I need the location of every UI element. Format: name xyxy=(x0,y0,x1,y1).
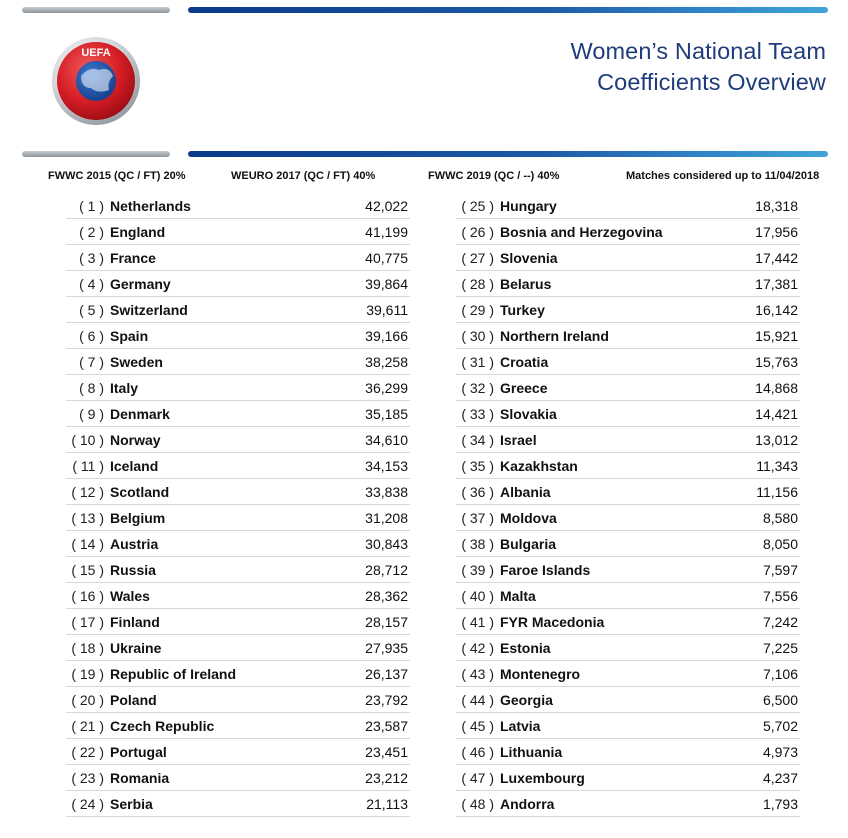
country-name: Ukraine xyxy=(110,640,162,656)
col-header-fwwc2019: FWWC 2019 (QC / --) 40% xyxy=(428,170,560,182)
rank: ( 37 ) xyxy=(461,510,494,526)
table-row xyxy=(456,739,800,765)
table-row xyxy=(456,427,800,453)
rank: ( 8 ) xyxy=(79,380,104,396)
table-row xyxy=(456,271,800,297)
coefficient-value: 33,838 xyxy=(365,484,408,500)
table-row xyxy=(456,791,800,817)
coefficient-value: 8,580 xyxy=(762,510,798,526)
table-row xyxy=(66,713,410,739)
rank: ( 38 ) xyxy=(461,536,494,552)
table-row xyxy=(66,219,410,245)
coefficient-value: 7,597 xyxy=(762,562,798,578)
table-row xyxy=(456,765,800,791)
coefficient-value: 4,237 xyxy=(762,770,798,786)
rank: ( 48 ) xyxy=(461,796,494,812)
uefa-logo xyxy=(51,36,141,126)
coefficient-value: 15,921 xyxy=(755,328,798,344)
rank: ( 17 ) xyxy=(71,614,104,630)
mid-bar-grey xyxy=(22,151,170,157)
coefficient-value: 39,166 xyxy=(365,328,408,344)
table-row xyxy=(66,609,410,635)
table-row xyxy=(456,245,800,271)
coefficient-value: 28,712 xyxy=(365,562,408,578)
table-row xyxy=(456,635,800,661)
table-row xyxy=(456,583,800,609)
table-row xyxy=(456,323,800,349)
coefficient-value: 4,973 xyxy=(762,744,798,760)
table-row xyxy=(66,297,410,323)
country-name: Switzerland xyxy=(110,302,188,318)
country-name: Slovenia xyxy=(500,250,558,266)
country-name: Germany xyxy=(110,276,171,292)
table-row xyxy=(66,661,410,687)
coefficient-value: 31,208 xyxy=(365,510,408,526)
table-row xyxy=(456,453,800,479)
country-name: Latvia xyxy=(500,718,541,734)
rank: ( 16 ) xyxy=(71,588,104,604)
country-name: France xyxy=(110,250,156,266)
top-bar-grey xyxy=(22,7,170,13)
country-name: Croatia xyxy=(500,354,549,370)
coefficient-value: 17,956 xyxy=(755,224,798,240)
rank: ( 11 ) xyxy=(72,458,104,474)
rank: ( 34 ) xyxy=(461,432,494,448)
country-name: England xyxy=(110,224,166,240)
matches-note: Matches considered up to 11/04/2018 xyxy=(626,170,820,182)
logo-text: UEFA xyxy=(81,47,111,59)
country-name: Bosnia and Herzegovina xyxy=(500,224,663,240)
country-name: Czech Republic xyxy=(110,718,215,734)
coefficient-value: 18,318 xyxy=(755,198,798,214)
rank: ( 4 ) xyxy=(79,276,104,292)
table-row xyxy=(66,401,410,427)
mid-bar-blue xyxy=(188,151,828,157)
coefficient-value: 7,242 xyxy=(762,614,798,630)
ranking-column-right xyxy=(456,193,800,817)
table-row xyxy=(456,297,800,323)
country-name: Italy xyxy=(110,380,139,396)
country-name: Norway xyxy=(110,432,161,448)
country-name: Albania xyxy=(500,484,551,500)
table-row xyxy=(456,505,800,531)
rank: ( 27 ) xyxy=(461,250,494,266)
col-header-weuro2017: WEURO 2017 (QC / FT) 40% xyxy=(231,170,376,182)
table-row xyxy=(66,479,410,505)
table-row xyxy=(66,557,410,583)
table-row xyxy=(66,635,410,661)
coefficient-value: 23,587 xyxy=(365,718,408,734)
rank: ( 30 ) xyxy=(461,328,494,344)
table-row xyxy=(66,687,410,713)
table-row xyxy=(66,245,410,271)
table-row xyxy=(66,375,410,401)
coefficient-value: 30,843 xyxy=(365,536,408,552)
rank: ( 19 ) xyxy=(71,666,104,682)
rank: ( 33 ) xyxy=(461,406,494,422)
country-name: Wales xyxy=(110,588,150,604)
rank: ( 18 ) xyxy=(71,640,104,656)
coefficient-value: 34,610 xyxy=(365,432,408,448)
col-header-fwwc2015: FWWC 2015 (QC / FT) 20% xyxy=(48,170,186,182)
country-name: Republic of Ireland xyxy=(110,666,237,682)
country-name: Kazakhstan xyxy=(500,458,578,474)
table-row xyxy=(456,557,800,583)
country-name: FYR Macedonia xyxy=(500,614,605,630)
country-name: Andorra xyxy=(500,796,555,812)
title-line-1: Women’s National Team xyxy=(570,38,826,64)
country-name: Sweden xyxy=(110,354,163,370)
country-name: Faroe Islands xyxy=(500,562,591,578)
country-name: Belgium xyxy=(110,510,166,526)
coefficient-value: 16,142 xyxy=(755,302,798,318)
rank: ( 2 ) xyxy=(79,224,104,240)
rank: ( 10 ) xyxy=(71,432,104,448)
coefficient-value: 39,611 xyxy=(366,302,408,318)
coefficient-value: 40,775 xyxy=(365,250,408,266)
coefficient-value: 36,299 xyxy=(365,380,408,396)
table-row xyxy=(456,193,800,219)
country-name: Denmark xyxy=(110,406,170,422)
rank: ( 39 ) xyxy=(461,562,494,578)
table-row xyxy=(66,271,410,297)
rank: ( 3 ) xyxy=(79,250,104,266)
country-name: Portugal xyxy=(110,744,167,760)
coefficient-value: 21,113 xyxy=(366,796,408,812)
table-row xyxy=(66,193,410,219)
coefficient-value: 28,362 xyxy=(365,588,408,604)
coefficient-value: 23,212 xyxy=(365,770,408,786)
rank: ( 23 ) xyxy=(71,770,104,786)
page-title xyxy=(570,36,826,98)
country-name: Spain xyxy=(110,328,149,344)
coefficient-value: 23,451 xyxy=(365,744,408,760)
coefficient-value: 28,157 xyxy=(365,614,408,630)
rank: ( 6 ) xyxy=(79,328,104,344)
table-row xyxy=(456,609,800,635)
coefficient-value: 13,012 xyxy=(755,432,798,448)
country-name: Serbia xyxy=(110,796,153,812)
rank: ( 36 ) xyxy=(461,484,494,500)
country-name: Greece xyxy=(500,380,548,396)
coefficient-value: 11,343 xyxy=(756,458,798,474)
coefficient-value: 8,050 xyxy=(762,536,798,552)
table-row xyxy=(456,531,800,557)
coefficient-value: 17,442 xyxy=(755,250,798,266)
rank: ( 35 ) xyxy=(461,458,494,474)
rank: ( 46 ) xyxy=(461,744,494,760)
table-row xyxy=(66,453,410,479)
table-row xyxy=(66,427,410,453)
rank: ( 41 ) xyxy=(461,614,494,630)
coefficient-value: 17,381 xyxy=(755,276,798,292)
rank: ( 44 ) xyxy=(461,692,494,708)
rank: ( 31 ) xyxy=(461,354,494,370)
coefficient-value: 6,500 xyxy=(762,692,798,708)
rank: ( 21 ) xyxy=(71,718,104,734)
rank: ( 22 ) xyxy=(71,744,104,760)
coefficient-value: 14,868 xyxy=(755,380,798,396)
country-name: Scotland xyxy=(110,484,170,500)
rank: ( 29 ) xyxy=(461,302,494,318)
country-name: Moldova xyxy=(500,510,557,526)
coefficient-value: 7,556 xyxy=(762,588,798,604)
rank: ( 20 ) xyxy=(71,692,104,708)
country-name: Belarus xyxy=(500,276,552,292)
rank: ( 47 ) xyxy=(461,770,494,786)
country-name: Iceland xyxy=(110,458,159,474)
coefficient-value: 39,864 xyxy=(365,276,408,292)
country-name: Estonia xyxy=(500,640,551,656)
table-row xyxy=(456,479,800,505)
coefficient-value: 1,793 xyxy=(762,796,798,812)
table-row xyxy=(66,739,410,765)
title-line-2: Coefficients Overview xyxy=(597,69,826,95)
ranking-column-left xyxy=(66,193,410,817)
rank: ( 28 ) xyxy=(461,276,494,292)
table-row xyxy=(456,687,800,713)
rank: ( 26 ) xyxy=(461,224,494,240)
country-name: Luxembourg xyxy=(500,770,585,786)
table-row xyxy=(456,661,800,687)
coefficient-value: 26,137 xyxy=(365,666,408,682)
rank: ( 45 ) xyxy=(461,718,494,734)
table-row xyxy=(66,531,410,557)
rank: ( 40 ) xyxy=(461,588,494,604)
table-row xyxy=(66,349,410,375)
rank: ( 15 ) xyxy=(71,562,104,578)
rank: ( 32 ) xyxy=(461,380,494,396)
table-row xyxy=(66,583,410,609)
coefficient-value: 34,153 xyxy=(365,458,408,474)
rank: ( 14 ) xyxy=(71,536,104,552)
country-name: Israel xyxy=(500,432,537,448)
coefficient-value: 23,792 xyxy=(365,692,408,708)
rank: ( 5 ) xyxy=(79,302,104,318)
country-name: Malta xyxy=(500,588,536,604)
table-row xyxy=(456,713,800,739)
rank: ( 7 ) xyxy=(79,354,104,370)
coefficient-value: 15,763 xyxy=(755,354,798,370)
coefficient-value: 14,421 xyxy=(755,406,798,422)
coefficient-value: 41,199 xyxy=(365,224,408,240)
country-name: Russia xyxy=(110,562,156,578)
rank: ( 42 ) xyxy=(461,640,494,656)
table-row xyxy=(66,791,410,817)
rank: ( 1 ) xyxy=(79,198,104,214)
country-name: Romania xyxy=(110,770,170,786)
coefficient-value: 7,106 xyxy=(762,666,798,682)
country-name: Georgia xyxy=(500,692,553,708)
country-name: Netherlands xyxy=(110,198,191,214)
table-row xyxy=(456,401,800,427)
country-name: Bulgaria xyxy=(500,536,557,552)
rank: ( 12 ) xyxy=(71,484,104,500)
rank: ( 43 ) xyxy=(461,666,494,682)
country-name: Finland xyxy=(110,614,160,630)
coefficient-value: 42,022 xyxy=(365,198,408,214)
table-row xyxy=(456,375,800,401)
table-row xyxy=(66,505,410,531)
coefficient-value: 7,225 xyxy=(762,640,798,656)
rank: ( 9 ) xyxy=(79,406,104,422)
country-name: Austria xyxy=(110,536,159,552)
rank: ( 25 ) xyxy=(461,198,494,214)
table-row xyxy=(66,323,410,349)
rank: ( 24 ) xyxy=(71,796,104,812)
table-row xyxy=(456,349,800,375)
country-name: Lithuania xyxy=(500,744,563,760)
coefficient-value: 5,702 xyxy=(762,718,798,734)
coefficient-value: 35,185 xyxy=(365,406,408,422)
table-row xyxy=(66,765,410,791)
country-name: Turkey xyxy=(500,302,545,318)
coefficient-value: 38,258 xyxy=(365,354,408,370)
rank: ( 13 ) xyxy=(71,510,104,526)
coefficient-value: 11,156 xyxy=(756,484,798,500)
country-name: Slovakia xyxy=(500,406,557,422)
country-name: Poland xyxy=(110,692,157,708)
country-name: Montenegro xyxy=(500,666,581,682)
country-name: Hungary xyxy=(500,198,557,214)
coefficient-value: 27,935 xyxy=(365,640,408,656)
country-name: Northern Ireland xyxy=(500,328,609,344)
top-bar-blue xyxy=(188,7,828,13)
table-row xyxy=(456,219,800,245)
